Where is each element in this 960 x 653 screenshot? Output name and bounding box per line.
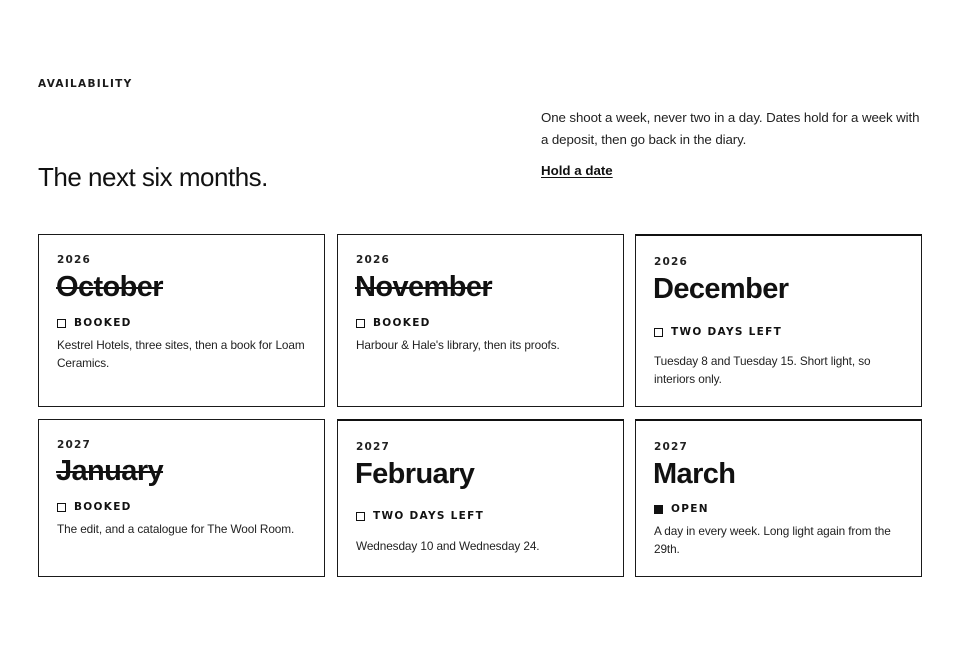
- status-label: BOOKED: [74, 501, 132, 513]
- month-note: Harbour & Hale's library, then its proofs.: [356, 338, 560, 352]
- status-badge: [654, 503, 709, 515]
- month-year: 2027: [356, 441, 391, 453]
- month-note: Kestrel Hotels, three sites, then a book for Loam Ceramics.: [57, 338, 305, 370]
- month-name: January: [56, 455, 164, 487]
- month-card-october: [38, 234, 325, 407]
- status-badge: [356, 510, 484, 522]
- month-card-february[interactable]: [337, 419, 624, 577]
- month-year: 2026: [57, 254, 92, 266]
- intro-text: One shoot a week, never two in a day. Dates hold for a week with a deposit, then go back in the diary.: [541, 110, 920, 147]
- status-label: OPEN: [671, 503, 709, 515]
- hold-date-link[interactable]: Hold a date: [541, 163, 613, 178]
- month-year: 2026: [356, 254, 391, 266]
- month-card-december[interactable]: [635, 234, 922, 407]
- month-card-november: [337, 234, 624, 407]
- month-note: Wednesday 10 and Wednesday 24.: [356, 539, 540, 553]
- month-name: November: [355, 271, 493, 303]
- empty-square-icon: [356, 319, 365, 328]
- month-name: October: [56, 271, 163, 303]
- empty-square-icon: [57, 319, 66, 328]
- filled-square-icon: [654, 505, 663, 514]
- status-label: TWO DAYS LEFT: [373, 510, 485, 522]
- month-year: 2027: [57, 439, 92, 451]
- status-badge: [654, 326, 782, 338]
- month-note: Tuesday 8 and Tuesday 15. Short light, so interiors only.: [654, 354, 871, 386]
- status-label: TWO DAYS LEFT: [671, 326, 783, 338]
- status-badge: [57, 501, 132, 513]
- status-badge: [57, 317, 132, 329]
- month-name: February: [355, 458, 475, 490]
- month-year: 2026: [654, 256, 689, 268]
- status-label: BOOKED: [74, 317, 132, 329]
- month-card-january: [38, 419, 325, 577]
- empty-square-icon: [57, 503, 66, 512]
- month-name: March: [653, 458, 736, 490]
- month-card-march[interactable]: [635, 419, 922, 577]
- month-note: A day in every week. Long light again from the 29th.: [654, 524, 891, 556]
- month-note: The edit, and a catalogue for The Wool Room.: [57, 522, 295, 536]
- page-title: The next six months.: [38, 162, 268, 192]
- empty-square-icon: [654, 328, 663, 337]
- month-year: 2027: [654, 441, 689, 453]
- empty-square-icon: [356, 512, 365, 521]
- status-badge: [356, 317, 431, 329]
- status-label: BOOKED: [373, 317, 431, 329]
- availability-eyebrow: AVAILABILITY: [38, 78, 133, 90]
- month-name: December: [653, 273, 789, 305]
